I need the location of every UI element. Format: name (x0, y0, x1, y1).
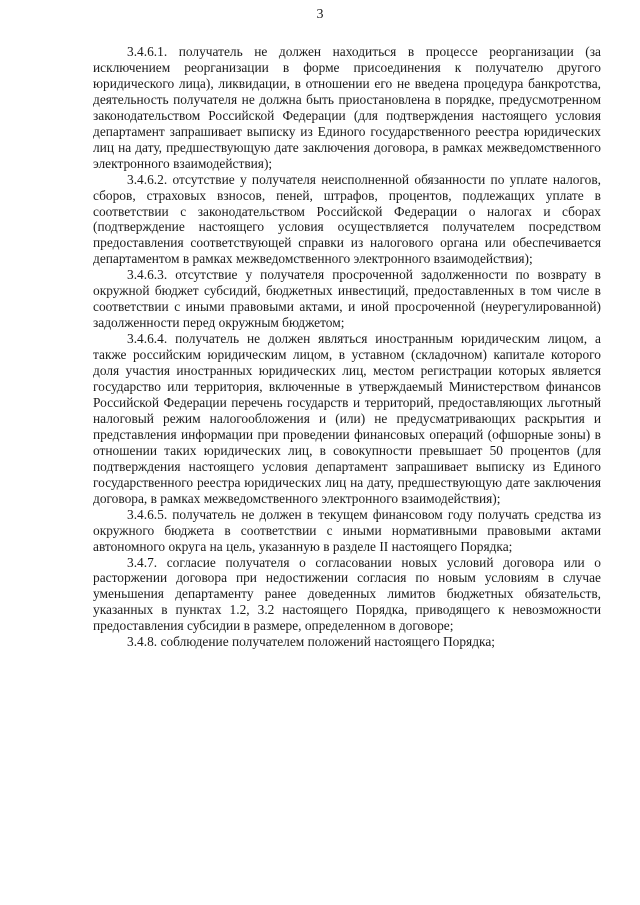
clause-3-4-7: 3.4.7. согласие получателя о согласовании новых условий договора или о расторжении договора при недостижении согласия по новым условиям в случае уменьшения департаменту ранее доведенных лимитов бюджетных обязательств, указанных в пунктах 1.2, 3.2 настоящего Порядка, приводящего к невозможности предоставления субсидии в размере, определенном в договоре; (93, 554, 601, 634)
clause-3-4-6-4: 3.4.6.4. получатель не должен являться иностранным юридическим лицом, а также российским юридическим лицом, в уставном (складочном) капитале которого доля участия иностранных юридических лиц, местом регистрации которых является государство или территория, включенные в утверждаемый Министерством финансов Российской Федерации перечень государств и территорий, предоставляющих льготный налоговый режим налогообложения и (или) не предусматривающих раскрытия и представления информации при проведении финансовых операций (офшорные зоны) в отношении таких юридических лиц, в совокупности превышает 50 процентов (для подтверждения настоящего условия департамент запрашивает выписку из Единого государственного реестра юридических лиц на дату, предшествующую дате заключения договора, в рамках межведомственного электронного взаимодействия); (93, 331, 601, 506)
clause-3-4-6-1: 3.4.6.1. получатель не должен находиться в процессе реорганизации (за исключением реорганизации в форме присоединения к получателю другого юридического лица), ликвидации, в отношении его не введена процедура банкротства, деятельность получателя не должна быть приостановлена в порядке, предусмотренном законодательством Российской Федерации (для подтверждения настоящего условия департамент запрашивает выписку из Единого государственного реестра юридических лиц на дату, предшествующую дате заключения договора, в рамках межведомственного электронного взаимодействия); (93, 44, 601, 171)
clause-3-4-6-2: 3.4.6.2. отсутствие у получателя неисполненной обязанности по уплате налогов, сборов, страховых взносов, пеней, штрафов, процентов, подлежащих уплате в соответствии с законодательством Российской Федерации о налогах и сборах (подтверждение настоящего условия осуществляется получателем посредством предоставления соответствующей справки из налогового органа или обеспечивается департаментом в рамках межведомственного электронного взаимодействия); (93, 171, 601, 267)
clause-3-4-6-3: 3.4.6.3. отсутствие у получателя просроченной задолженности по возврату в окружной бюджет субсидий, бюджетных инвестиций, предоставленных в том числе в соответствии с иными правовыми актами, и иной просроченной (неурегулированной) задолженности перед окружным бюджетом; (93, 267, 601, 331)
document-body (93, 44, 601, 650)
clause-3-4-8: 3.4.8. соблюдение получателем положений настоящего Порядка; (127, 634, 495, 650)
clause-3-4-6-5: 3.4.6.5. получатель не должен в текущем финансовом году получать средства из окружного бюджета в соответствии с иными нормативными правовыми актами автономного округа на цель, указанную в разделе II настоящего Порядка; (93, 506, 601, 554)
page-number: 3 (316, 7, 324, 22)
